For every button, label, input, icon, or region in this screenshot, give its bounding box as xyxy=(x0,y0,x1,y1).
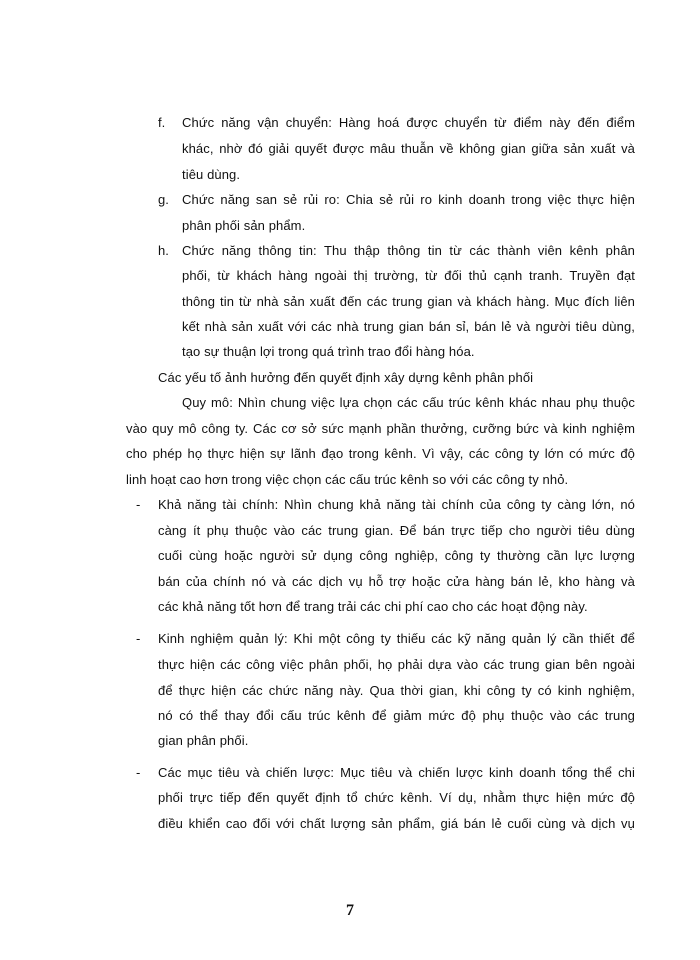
text-line: tạo sự thuận lợi trong quá trình trao đổi hàng hóa. xyxy=(182,344,475,359)
text-line: Chức năng vận chuyển: Hàng hoá được chuyển từ điểm này đến điểm xyxy=(182,115,635,130)
text-line: Các mục tiêu và chiến lược: Mục tiêu và chiến lược kinh doanh tổng thể chi xyxy=(158,765,635,780)
text-line: tiêu dùng. xyxy=(182,167,241,182)
text-line: Quy mô: Nhìn chung việc lựa chọn các cấu trúc kênh khác nhau phụ thuộc xyxy=(182,395,635,410)
text-line: thông tin từ nhà sản xuất đến các trung gian và khách hàng. Mục đích liên xyxy=(182,294,635,309)
list-marker: f. xyxy=(158,115,166,130)
text-line: thực hiện các công việc phân phối, họ phải dựa vào các trung gian bên ngoài xyxy=(158,657,635,672)
text-line: linh hoạt cao hơn trong việc chọn các cấu trúc kênh so với các công ty nhỏ. xyxy=(126,472,569,487)
text-line: điều khiển cao đối với chất lượng sản phẩm, giá bán lẻ cuối cùng và dịch vụ xyxy=(158,816,635,831)
text-line: Khả năng tài chính: Nhìn chung khả năng tài chính của công ty càng lớn, nó xyxy=(158,497,635,512)
text-line: Chức năng san sẻ rủi ro: Chia sẻ rủi ro kinh doanh trong việc thực hiện xyxy=(182,192,635,207)
page-number: 7 xyxy=(346,902,354,919)
list-marker: h. xyxy=(158,243,169,258)
text-line: Chức năng thông tin: Thu thập thông tin từ các thành viên kênh phân xyxy=(182,243,635,258)
text-line: cuối cùng hoặc người sử dụng công nghiệp, công ty thường cần lực lượng xyxy=(158,548,635,563)
text-line: Kinh nghiệm quản lý: Khi một công ty thiếu các kỹ năng quản lý cần thiết để xyxy=(158,631,635,646)
text-line: cho phép họ thực hiện sự lãnh đạo trong kênh. Vì vậy, các công ty lớn có mức độ xyxy=(126,446,635,461)
text-line: vào quy mô công ty. Các cơ sở sức mạnh phần thưởng, cưỡng bức và kinh nghiệm xyxy=(126,421,635,436)
section-heading: Các yếu tố ảnh hưởng đến quyết định xây dựng kênh phân phối xyxy=(158,370,534,385)
text-line: phối, từ khách hàng ngoài thị trường, từ đối thủ cạnh tranh. Truyền đạt xyxy=(182,268,635,283)
text-line: nó có thể thay đổi cấu trúc kênh để giảm mức độ phụ thuộc vào các trung xyxy=(158,708,635,723)
text-line: phân phối sản phẩm. xyxy=(182,218,306,233)
text-line: phối trực tiếp đến quyết định tổ chức kênh. Ví dụ, nhằm thực hiện mức độ xyxy=(158,790,635,805)
list-marker: g. xyxy=(158,192,169,207)
list-marker: - xyxy=(136,631,141,646)
list-marker: - xyxy=(136,765,141,780)
text-line: càng ít phụ thuộc vào các trung gian. Để bán trực tiếp cho người tiêu dùng xyxy=(158,523,635,538)
list-marker: - xyxy=(136,497,141,512)
text-line: kết nhà sản xuất với các nhà trung gian bán sỉ, bán lẻ và người tiêu dùng, xyxy=(182,319,635,334)
text-line: gian phân phối. xyxy=(158,733,249,748)
text-line: khác, nhờ đó giải quyết được mâu thuẫn về không gian giữa sản xuất và xyxy=(182,141,635,156)
text-line: để thực hiện các chức năng này. Qua thời gian, khi công ty có kinh nghiệm, xyxy=(158,683,635,698)
text-line: bán của chính nó và các dịch vụ hỗ trợ hoặc cửa hàng bán lẻ, kho hàng và xyxy=(158,574,635,589)
text-line: các khả năng tốt hơn để trang trải các chi phí cao cho các hoạt động này. xyxy=(158,599,588,614)
